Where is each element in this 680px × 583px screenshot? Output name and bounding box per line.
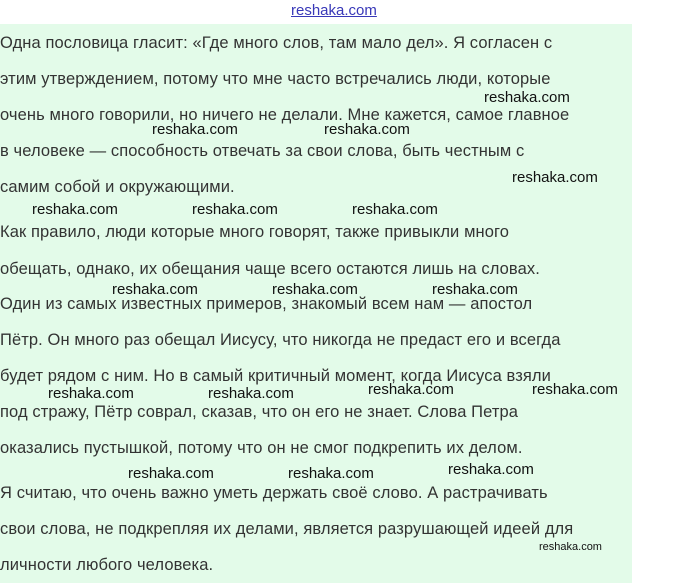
watermark: reshaka.com [272, 281, 358, 298]
watermark: reshaka.com [32, 201, 118, 218]
essay-line: Как правило, люди которые много говорят, также привыкли много [0, 223, 510, 241]
watermark: reshaka.com [484, 89, 570, 106]
essay-line: очень много говорили, но ничего не делали. Мне кажется, самое главное [0, 106, 570, 124]
essay-line: свои слова, не подкрепляя их делами, является разрушающей идеей для [0, 520, 574, 538]
watermark: reshaka.com [432, 281, 518, 298]
watermark: reshaka.com [208, 385, 294, 402]
essay-line: оказались пустышкой, потому что он не смог подкрепить их делом. [0, 439, 523, 457]
essay-line: под стражу, Пётр соврал, сказав, что он его не знает. Слова Петра [0, 403, 519, 421]
essay-line: Одна пословица гласит: «Где много слов, там мало дел». Я согласен с [0, 34, 553, 52]
watermark: reshaka.com [324, 121, 410, 138]
watermark: reshaka.com [288, 465, 374, 482]
essay-panel [0, 24, 632, 583]
watermark: reshaka.com [368, 381, 454, 398]
essay-line: личности любого человека. [0, 556, 214, 574]
watermark: reshaka.com [448, 461, 534, 478]
essay-line: обещать, однако, их обещания чаще всего остаются лишь на словах. [0, 260, 540, 278]
essay-line: Пётр. Он много раз обещал Иисусу, что никогда не предаст его и всегда [0, 331, 561, 349]
site-header-link[interactable]: reshaka.com [291, 2, 377, 19]
watermark: reshaka.com [192, 201, 278, 218]
essay-line: в человеке — способность отвечать за свои слова, быть честным с [0, 142, 525, 160]
watermark: reshaka.com [539, 541, 602, 553]
watermark: reshaka.com [152, 121, 238, 138]
essay-line: Я считаю, что очень важно уметь держать своё слово. А растрачивать [0, 484, 548, 502]
watermark: reshaka.com [48, 385, 134, 402]
essay-line: будет рядом с ним. Но в самый критичный момент, когда Иисуса взяли [0, 367, 551, 385]
watermark: reshaka.com [352, 201, 438, 218]
watermark: reshaka.com [128, 465, 214, 482]
essay-line: этим утверждением, потому что мне часто встречались люди, которые [0, 70, 551, 88]
essay-line: Один из самых известных примеров, знакомый всем нам — апостол [0, 295, 533, 313]
watermark: reshaka.com [512, 169, 598, 186]
essay-line: самим собой и окружающими. [0, 178, 235, 196]
watermark: reshaka.com [112, 281, 198, 298]
watermark: reshaka.com [532, 381, 618, 398]
